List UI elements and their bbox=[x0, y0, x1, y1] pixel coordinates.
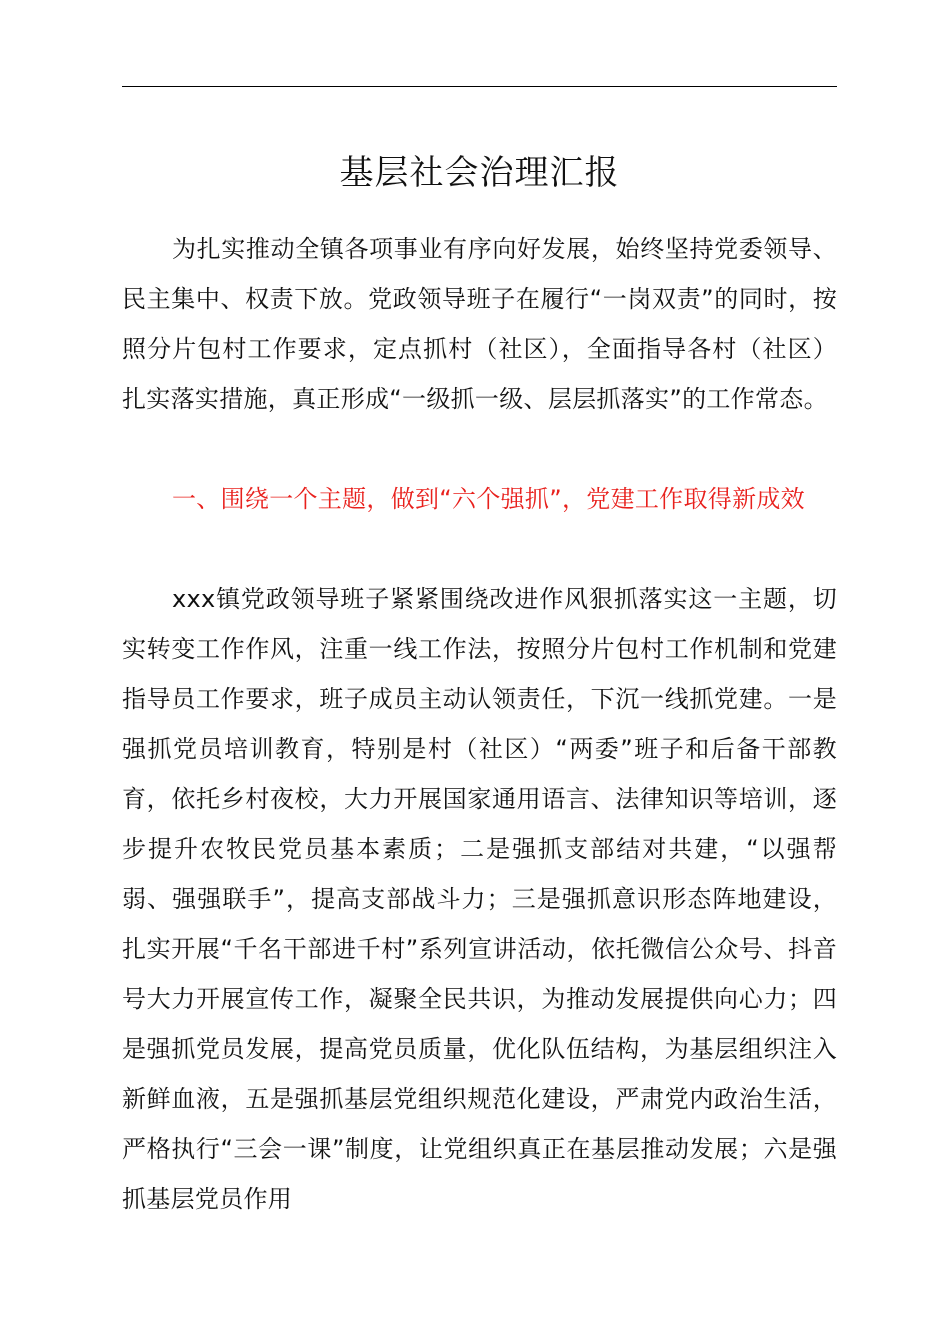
section-heading: 一、围绕一个主题，做到“六个强抓”，党建工作取得新成效 bbox=[172, 485, 805, 513]
section-paragraph: xxx镇党政领导班子紧紧围绕改进作风狠抓落实这一主题，切实转变工作作风，注重一线工作法，按照分片包村工作机制和党建指导员工作要求，班子成员主动认领责任，下沉一线抓党建。一是强抓党员培训教育，特别是村（社区）“两委”班子和后备干部教育，依托乡村夜校，大力开展国家通用语言、法律知识等培训，逐步提升农牧民党员基本素质；二是强抓支部结对共建，“以强帮弱、强强联手”，提高支部战斗力；三是强抓意识形态阵地建设，扎实开展“千名干部进千村”系列宣讲活动，依托微信公众号、抖音号大力开展宣传工作，凝聚全民共识，为推动发展提供向心力；四是强抓党员发展，提高党员质量，优化队伍结构，为基层组织注入新鲜血液，五是强抓基层党组织规范化建设，严肃党内政治生活，严格执行“三会一课”制度，让党组织真正在基层推动发展；六是强抓基层党员作用 bbox=[122, 585, 837, 1213]
document-title: 基层社会治理汇报 bbox=[339, 153, 620, 193]
header-rule bbox=[122, 86, 837, 87]
intro-paragraph: 为扎实推动全镇各项事业有序向好发展，始终坚持党委领导、民主集中、权责下放。党政领导班子在履行“一岗双责”的同时，按照分片包村工作要求，定点抓村（社区），全面指导各村（社区）扎实落实措施，真正形成“一级抓一级、层层抓落实”的工作常态。 bbox=[122, 235, 837, 413]
